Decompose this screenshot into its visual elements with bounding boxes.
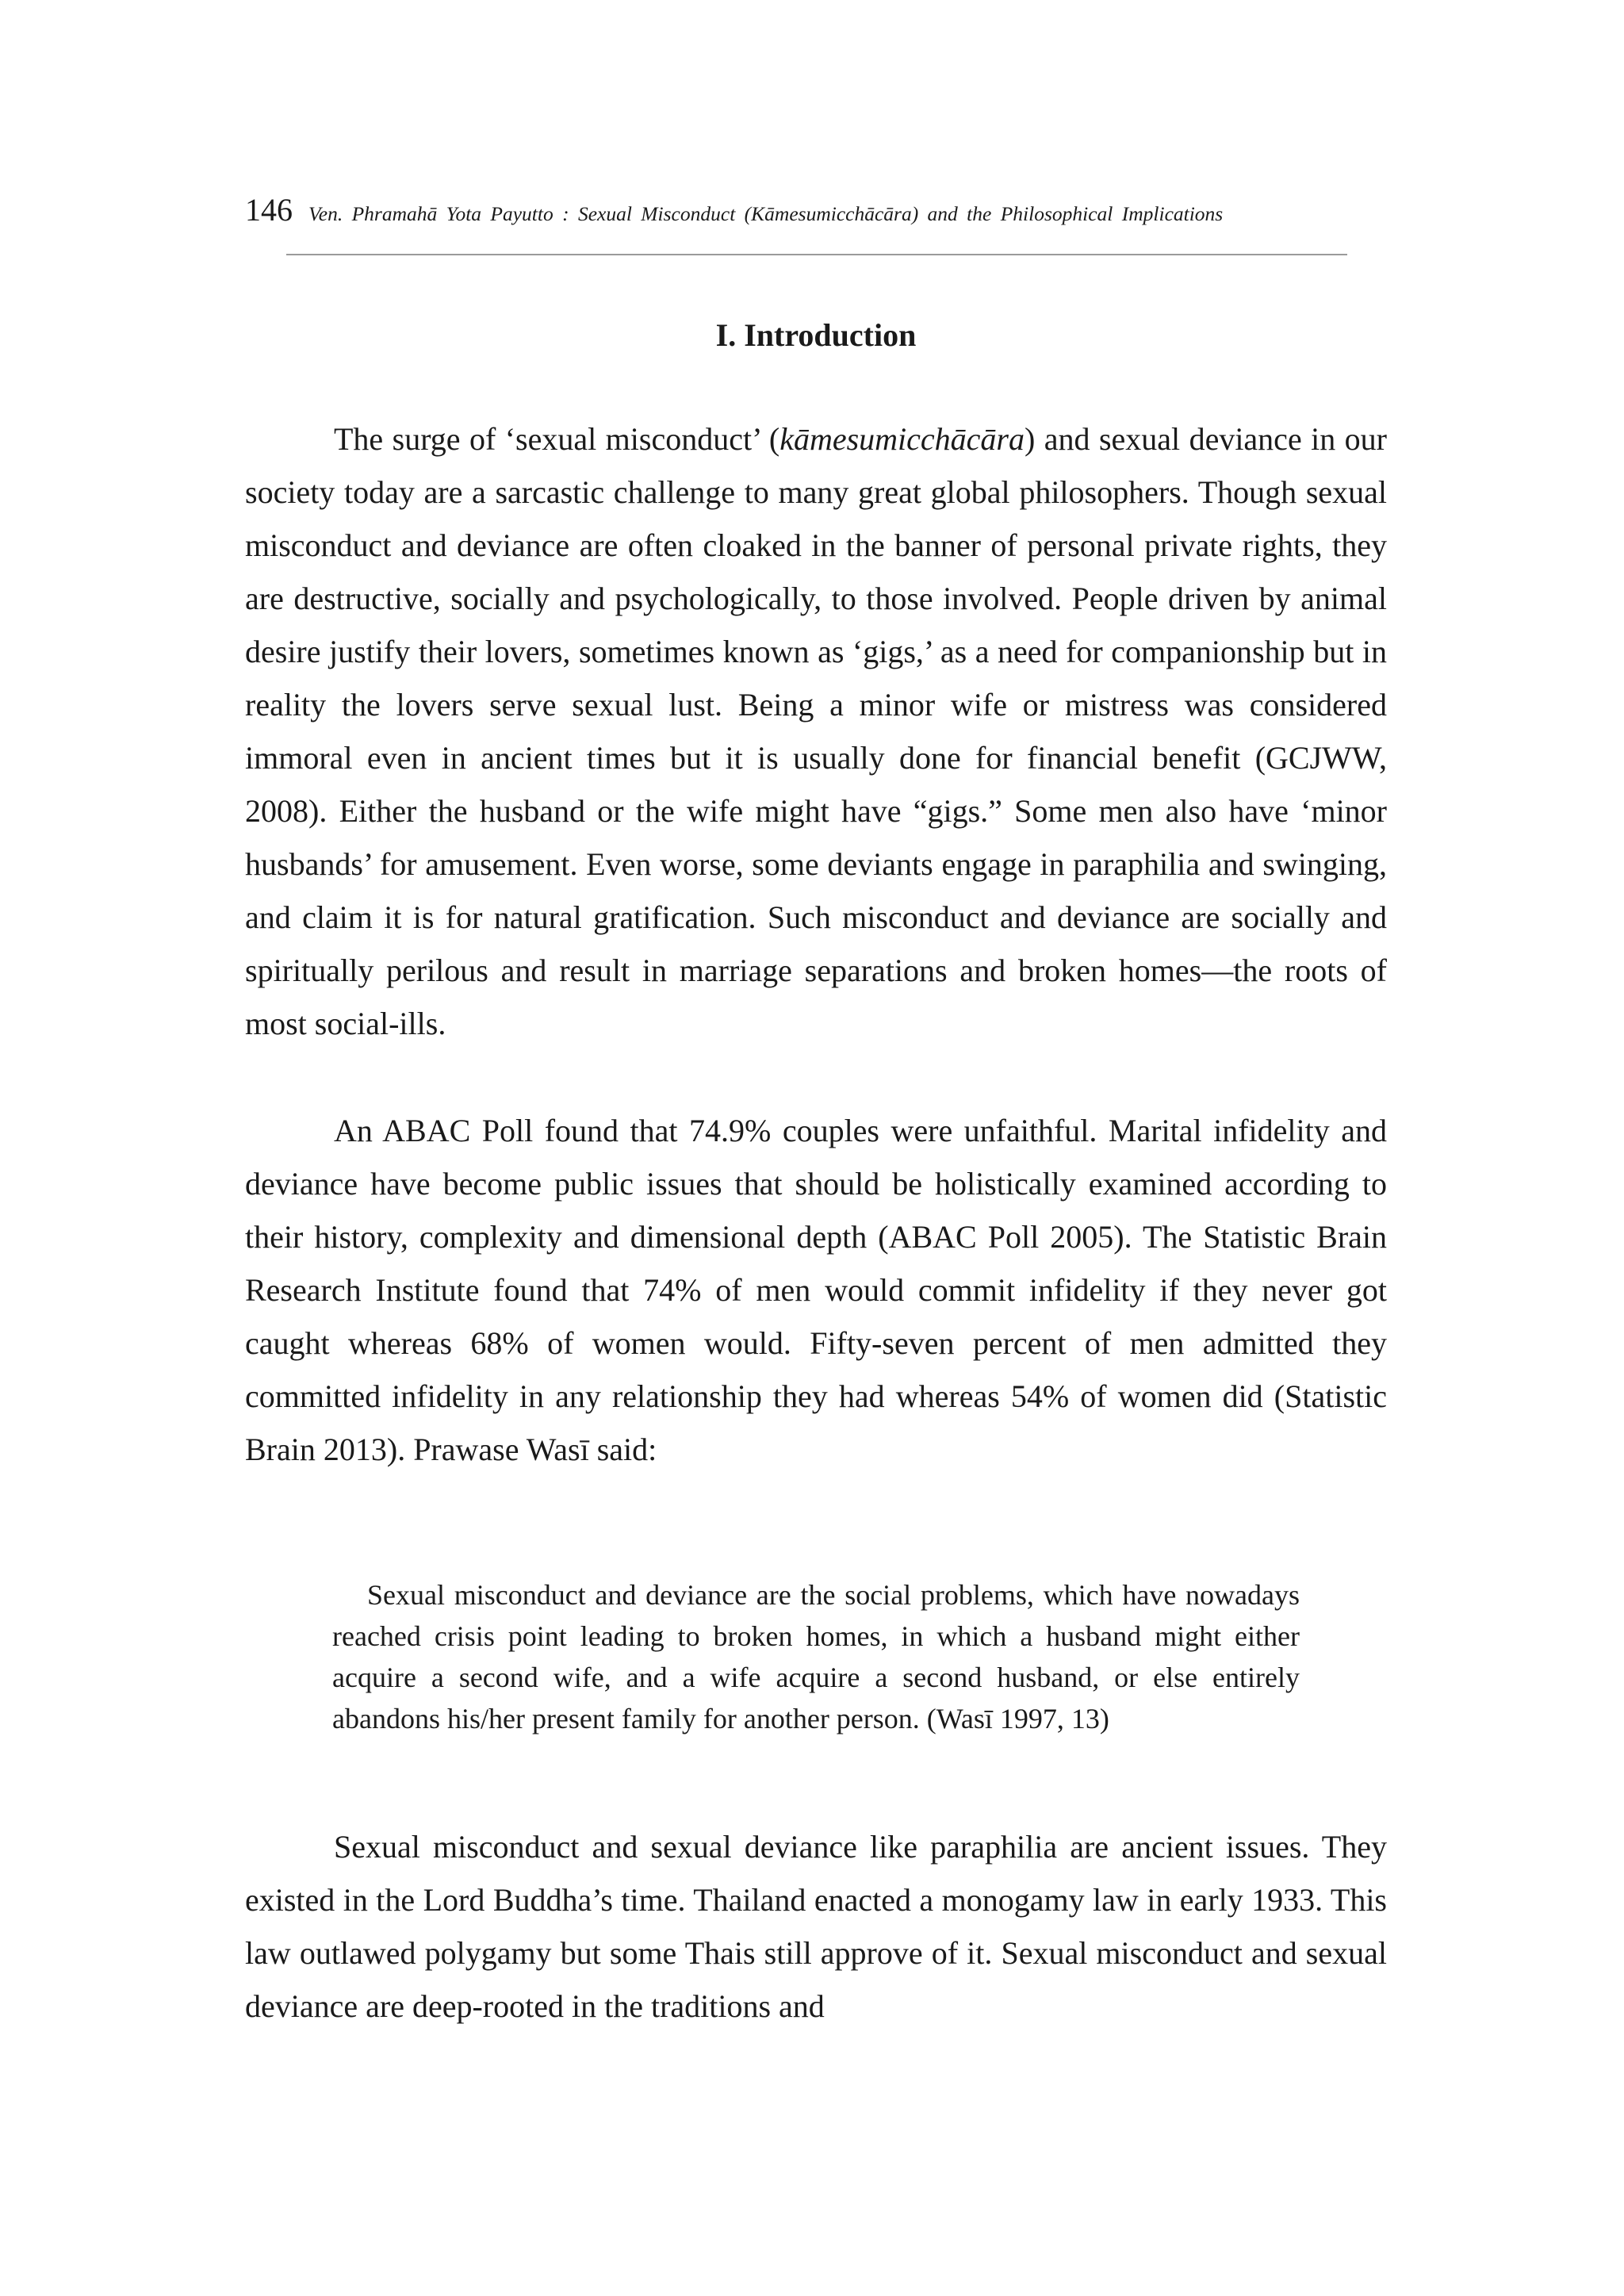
- paragraph-text: ) and sexual deviance in our society today are a sarcastic challenge to many great global philosophers. Though sexual misconduct and deviance are often cloaked in the banner of personal private rights, they are destructive, socially and psychologically, to those involved. People driven by animal desire justify their lovers, sometimes known as ‘gigs,’ as a need for companionship but in reality the lovers serve sexual lust. Being a minor wife or mistress was considered immoral even in ancient times but it is usually done for financial benefit (GCJWW, 2008). Either the husband or the wife might have “gigs.” Some men also have ‘minor husbands’ for amusement. Even worse, some deviants engage in paraphilia and swinging, and claim it is for natural gratification. Such misconduct and deviance are socially and spiritually perilous and result in marriage separations and broken homes—the roots of most social-ills.: [245, 421, 1387, 1041]
- header-divider: [286, 254, 1347, 255]
- pali-term: kāmesumicchācāra: [779, 421, 1025, 457]
- body-paragraph-1: [245, 412, 1387, 1050]
- body-paragraph-2: An ABAC Poll found that 74.9% couples were unfaithful. Marital infidelity and deviance have become public issues that should be holistically examined according to their history, complexity and dimensional depth (ABAC Poll 2005). The Statistic Brain Research Institute found that 74% of men would commit infidelity if they never got caught whereas 68% of women would. Fifty-seven percent of men admitted they committed infidelity in any relationship they had whereas 54% of women did (Statistic Brain 2013). Prawase Wasī said:: [245, 1113, 1387, 1467]
- running-title: Ven. Phramahā Yota Payutto : Sexual Misconduct (Kāmesumicchācāra) and the Philosophical Implications: [308, 202, 1224, 225]
- block-quote: Sexual misconduct and deviance are the social problems, which have nowadays reached crisis point leading to broken homes, in which a husband might either acquire a second wife, and a wife acquire a second husband, or else entirely abandons his/her present family for another person. (Wasī 1997, 13): [332, 1579, 1300, 1734]
- running-header: [245, 191, 1347, 228]
- page-number: 146: [245, 192, 293, 228]
- section-heading: I. Introduction: [715, 317, 917, 353]
- paragraph-text: The surge of ‘sexual misconduct’ (: [334, 421, 780, 457]
- body-paragraph-3: Sexual misconduct and sexual deviance like paraphilia are ancient issues. They existed in the Lord Buddha’s time. Thailand enacted a monogamy law in early 1933. This law outlawed polygamy but some Thais still approve of it. Sexual misconduct and sexual deviance are deep-rooted in the traditions and: [245, 1829, 1387, 2024]
